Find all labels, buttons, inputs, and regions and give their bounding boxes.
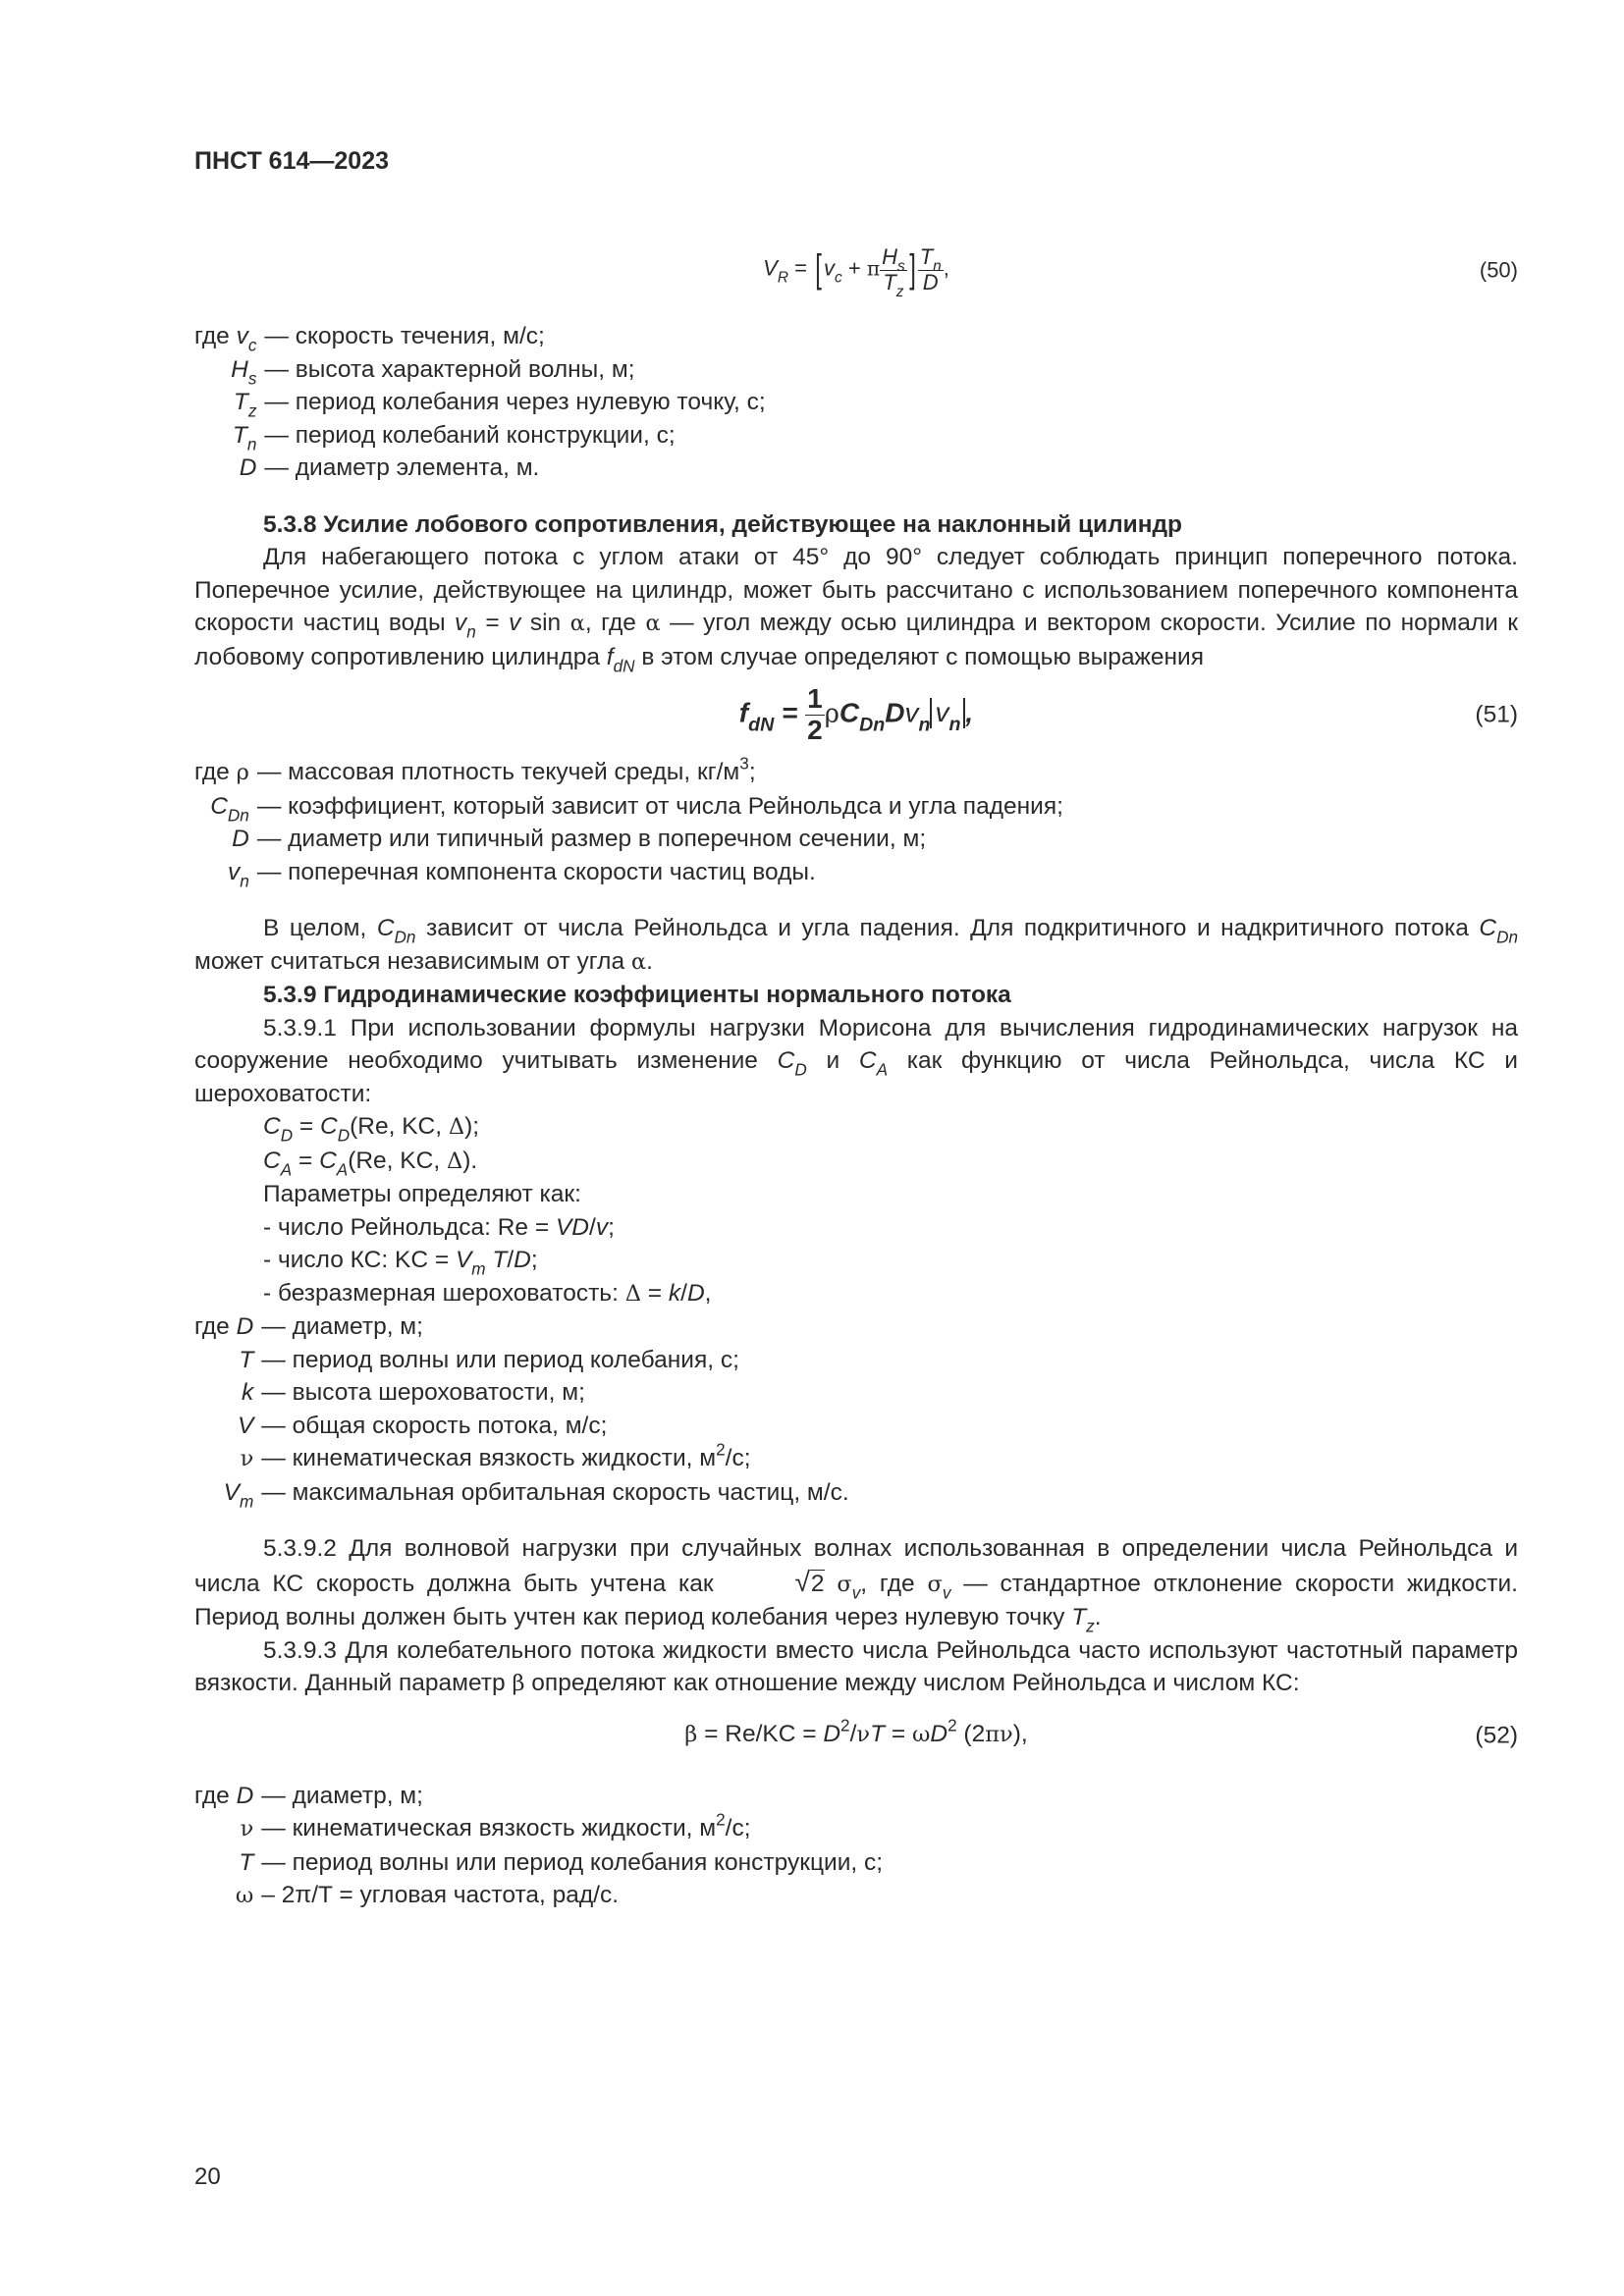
definition-symbol: D [239,454,257,481]
definition-text [249,823,1518,856]
definition-text [249,790,1518,824]
definition-description: — поперечная компонента скорости частиц воды. [256,858,816,885]
definition-text [249,753,1518,790]
definition-text [253,1879,1518,1913]
definition-text [253,1376,1518,1410]
definition-symbol: T [233,389,248,415]
equation-51 [194,673,1518,756]
section-5-3-9-3-paragraph: 5.3.9.3 Для колебательного потока жидкости вместо числа Рейнольдса часто используют частотный параметр вязкости. Данный параметр β определяют как отношение между числом Рейнольдса и числом КС: [194,1636,1518,1696]
definition-lead-word: где [194,1782,230,1809]
definition-symbol: T [239,1848,254,1876]
definition-symbol: k [242,1379,254,1406]
definition-symbol: H [231,355,248,383]
reynolds-number-item: - число Рейнольдса: Re = VD/v; [263,1213,615,1241]
definition-term [194,1846,253,1880]
definition-symbol: T [232,421,247,449]
definition-symbol: v [228,858,241,885]
definition-description: — коэффициент, который зависит от числа Рейнольдса и угла падения; [256,792,1063,820]
equation-52 [194,1701,1518,1770]
definition-description: — скорость течения, м/с; [264,323,545,349]
definition-term [194,452,256,485]
equation-51-definitions [194,753,1518,891]
definition-text [253,1809,1518,1846]
definition-unit-exponent: 2 [716,1809,726,1830]
definition-symbol: ρ [236,760,249,785]
definition-term [194,1376,253,1410]
definition-text [256,419,1518,453]
definition-term [194,1780,253,1813]
definition-symbol-subscript: Dn [227,805,249,826]
definition-text [253,1410,1518,1443]
definition-unit-tail: /с; [725,1445,751,1471]
equation-50 [194,230,1518,310]
section-5-3-8-paragraph: Для набегающего потока с углом атаки от 45° до 90° следует соблюдать принцип поперечного потока. Поперечное усилие, действующее на цилиндр, может быть рассчитано с использованием поперечного компонента скорости частиц воды $v_n = v$ sin α, где α — угол между осью цилиндра и вектором скорости. Усилие по нормали к лобовому сопротивлению цилиндра $f_{dN}$ в этом случае определяют с помощью выражения [194,544,1518,676]
definition-description: — максимальная орбитальная скорость частиц, м/с. [261,1478,849,1506]
definition-symbol: ν [240,1446,254,1471]
kc-number-item: - число КС: KC = $V_m$ T/D; [263,1247,538,1279]
definition-description: — диаметр элемента, м. [264,454,540,481]
definition-term [194,856,249,889]
section-5-3-9-2-paragraph: 5.3.9.2 Для волновой нагрузки при случайных волнах использованная в определении числа Рейнольдса и числа КС скорость должна быть учтена как √2 $\sigma_v$, где $\sigma_v$ — стандартное отклонение скорости жидкости. Период волны должен быть учтен как период колебания через нулевую точку $T_z$. [194,1535,1518,1636]
section-5-3-9-definitions [194,1310,1518,1512]
definition-lead-word: где [194,759,230,785]
definition-symbol: V [237,1412,254,1439]
document-code-header: ПНСТ 614—2023 [194,147,389,175]
definition-description: — период колебаний конструкции, с; [264,421,676,449]
section-5-3-9-heading: 5.3.9 Гидродинамические коэффициенты нормального потока [263,982,1011,1008]
ca-relation: $C_A = C_A(Re$, KC, Δ). [263,1147,478,1180]
page-number: 20 [194,2163,221,2190]
definition-text [249,856,1518,889]
definition-unit-tail: /с; [725,1815,751,1842]
definition-text [256,452,1518,485]
definition-term [194,756,249,790]
equation-50-body: $V_R$ = [ $v_c + \pi$ $\frac{H_s}{T_z}$ ] $\frac{T_n}{D}$ , [763,244,949,300]
definition-text [256,386,1518,419]
definition-symbol-subscript: m [240,1491,254,1512]
definition-term [194,386,256,419]
roughness-item: - безразмерная шероховатость: Δ = k/D, [263,1279,712,1307]
definition-description: — кинематическая вязкость жидкости, м [261,1445,717,1471]
definition-symbol-subscript: n [246,434,257,454]
definition-symbol: T [239,1346,254,1373]
definition-description: — период колебания через нулевую точку, с; [264,389,766,415]
definition-text [253,1344,1518,1377]
section-5-3-8-heading: 5.3.8 Усилие лобового сопротивления, действующее на наклонный цилиндр [263,510,1183,538]
definition-description: — общая скорость потока, м/с; [261,1412,608,1439]
definition-unit-exponent: 3 [739,753,749,774]
definition-lead-word: где [194,323,230,349]
equation-52-definitions [194,1780,1518,1913]
definition-symbol: D [236,1782,254,1809]
definition-symbol: C [210,792,228,820]
definition-term [194,1442,253,1476]
definition-symbol-subscript: c [247,335,257,355]
definition-unit-tail: ; [748,759,756,785]
definition-term [194,1812,253,1846]
definition-symbol: ν [240,1816,254,1842]
definition-symbol: v [236,323,248,349]
definition-term [194,1879,253,1913]
cd-relation: $C_D = C_D(Re$, KC, Δ); [263,1113,480,1146]
definition-term [194,320,256,353]
equation-50-definitions [194,320,1518,485]
definition-term [194,1344,253,1377]
definition-description: — высота характерной волны, м; [264,355,635,383]
definition-description: — период волны или период колебания, с; [261,1346,739,1373]
definition-description: — диаметр, м; [261,1782,423,1809]
definition-description: — диаметр или типичный размер в поперечном сечении, м; [256,826,927,852]
params-intro: Параметры определяют как: [263,1181,581,1207]
definition-symbol: D [236,1313,254,1340]
paragraph-cdn-general: В целом, $C_{Dn}$ зависит от числа Рейнольдса и угла падения. Для подкритичного и надкритичного потока $C_{Dn}$ может считаться независимым от угла α. [194,915,1519,975]
definition-description: — период волны или период колебания конструкции, с; [261,1848,884,1876]
definition-text [253,1476,1518,1510]
equation-51-body: $f_{dN}$ = $\frac{1}{2}$ $\rho C_{Dn}Dv_n$ $v_n$ , [738,682,974,745]
definition-term [194,823,249,856]
equation-52-number: (52) [1475,1721,1518,1748]
definition-text [253,1439,1518,1476]
definition-term [194,1476,253,1510]
equation-50-number: (50) [1479,257,1518,283]
definition-symbol: ω [235,1883,254,1908]
definition-text [253,1780,1518,1813]
definition-term [194,1310,253,1344]
definition-description: — массовая плотность текучей среды, кг/м [256,759,740,785]
definition-description: — диаметр, м; [261,1313,423,1340]
equation-51-number: (51) [1475,701,1518,728]
definition-symbol-subscript: n [240,871,249,891]
definition-term [194,1410,253,1443]
definition-term [194,353,256,387]
section-5-3-9-1-paragraph: 5.3.9.1 При использовании формулы нагрузки Морисона для вычисления гидродинамических нагрузок на сооружение необходимо учитывать изменение $C_D$ и $C_A$ как функцию от числа Рейнольдса, числа КС и шероховатости: [194,1014,1518,1107]
definition-lead-word: где [194,1313,230,1340]
definition-text [256,320,1518,353]
page-content [194,230,1518,1913]
definition-text [256,353,1518,387]
equation-52-body: $\beta = Re/KC = D^2/\nu T = \omega D^2$ (2πν), [684,1715,1028,1748]
definition-term [194,790,249,824]
definition-symbol: V [223,1478,240,1506]
definition-symbol-subscript: z [247,400,257,421]
definition-unit-exponent: 2 [716,1439,726,1460]
definition-text [253,1846,1518,1880]
definition-text [253,1310,1518,1344]
definition-description: — высота шероховатости, м; [261,1379,585,1406]
definition-symbol-subscript: s [247,368,257,389]
definition-symbol: D [232,826,249,852]
definition-description: – 2π/T = угловая частота, рад/с. [261,1882,620,1908]
definition-description: — кинематическая вязкость жидкости, м [261,1815,717,1842]
definition-term [194,419,256,453]
